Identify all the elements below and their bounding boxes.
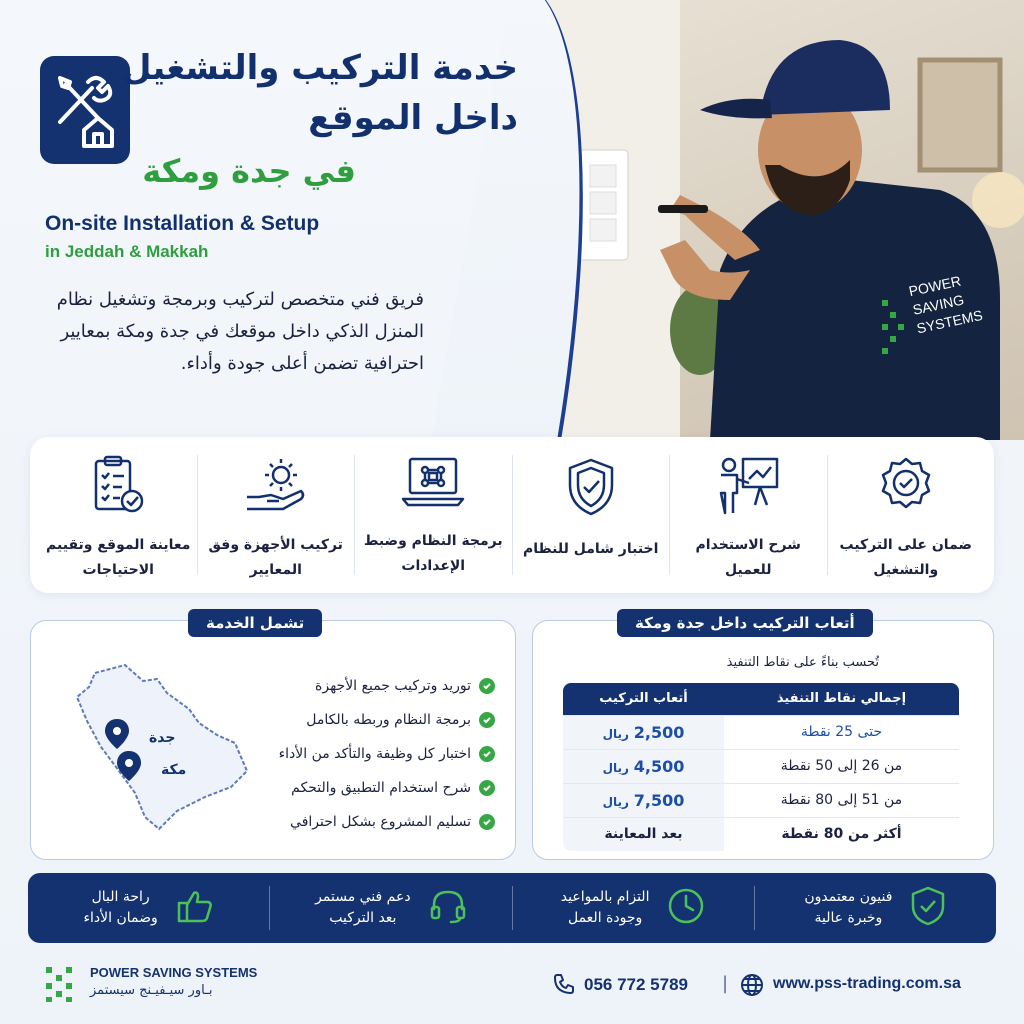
- fees-table: [563, 683, 959, 851]
- benefit-text: [561, 887, 650, 929]
- list-item-text: برمجة النظام وربطه بالكامل: [306, 712, 471, 728]
- website-link[interactable]: www.pss-trading.com.sa: [773, 975, 961, 992]
- list-item: [279, 703, 495, 737]
- benefit-line-1: دعم فني مستمر: [315, 889, 411, 905]
- check-icon: [479, 746, 495, 762]
- list-item: [279, 737, 495, 771]
- tools-house-icon: [40, 56, 130, 164]
- benefit-peace-of-mind: [28, 886, 269, 930]
- fee-cell: بعد المعاينة: [563, 817, 724, 851]
- feature-label: ضمان على التركيب والتشغيل: [839, 537, 972, 578]
- table-row: [563, 749, 959, 783]
- feature-testing: [512, 455, 670, 575]
- benefit-text: [804, 887, 892, 929]
- shirt-brand-text: POWER SAVING SYSTEMS: [907, 272, 985, 337]
- column-header: أتعاب التركيب: [563, 683, 724, 715]
- shield-check-icon: [566, 455, 616, 519]
- subtitle-english: in Jeddah & Makkah: [45, 242, 209, 261]
- feature-inspection: [40, 455, 197, 578]
- saudi-map: [59, 651, 259, 841]
- feature-label: برمجة النظام وضبط الإعدادات: [363, 533, 503, 574]
- points-cell: من 51 إلى 80 نقطة: [724, 783, 959, 817]
- feature-label: معاينة الموقع وتقييم الاحتياجات: [46, 537, 191, 578]
- brand-name-english: POWER SAVING SYSTEMS: [90, 965, 258, 980]
- points-cell: أكثر من 80 نقطة: [724, 817, 959, 851]
- fees-note: تُحسب بناءً على نقاط التنفيذ: [726, 655, 879, 670]
- benefit-line-2: وجودة العمل: [567, 910, 643, 926]
- table-header-row: [563, 683, 959, 715]
- panel-title: تشمل الخدمة: [188, 609, 322, 637]
- headset-icon: [429, 887, 467, 929]
- table-row: [563, 817, 959, 851]
- hero-section: [0, 0, 1024, 440]
- feature-warranty: [827, 455, 985, 578]
- footer: [0, 955, 1024, 1024]
- check-icon: [479, 780, 495, 796]
- feature-label: اختبار شامل للنظام: [523, 541, 659, 557]
- check-icon: [479, 814, 495, 830]
- thumbs-up-icon: [176, 887, 214, 929]
- table-row: [563, 715, 959, 749]
- map-label-makkah: مكة: [161, 762, 187, 778]
- benefit-line-1: راحة البال: [91, 889, 150, 905]
- fee-amount: 4,500: [633, 756, 685, 776]
- title-english: On-site Installation & Setup: [45, 212, 320, 235]
- panel-title: أتعاب التركيب داخل جدة ومكة: [617, 609, 873, 637]
- service-includes-panel: [30, 614, 516, 860]
- list-item-text: توريد وتركيب جميع الأجهزة: [315, 678, 471, 694]
- technician-photo: [520, 0, 1024, 440]
- phone-icon: [553, 973, 575, 999]
- installation-fees-panel: [532, 614, 994, 860]
- fee-cell: [563, 715, 724, 749]
- points-cell: من 26 إلى 50 نقطة: [724, 749, 959, 783]
- phone-number-link[interactable]: 056 772 5789: [584, 975, 688, 994]
- title-line-2: داخل الموقع: [308, 98, 518, 138]
- shield-check-icon: [910, 886, 946, 930]
- brand-logo: [44, 963, 80, 1007]
- footer-separator: |: [722, 973, 729, 994]
- column-header: إجمالي نقاط التنفيذ: [724, 683, 959, 715]
- benefit-line-1: التزام بالمواعيد: [560, 889, 650, 905]
- map-label-jeddah: جدة: [149, 730, 176, 746]
- benefit-support: [269, 886, 511, 930]
- benefit-line-1: فنيون معتمدون: [804, 889, 893, 905]
- clipboard-check-icon: [90, 455, 146, 515]
- list-item-text: شرح استخدام التطبيق والتحكم: [291, 780, 471, 796]
- fee-currency: ريال: [602, 760, 629, 775]
- check-icon: [479, 712, 495, 728]
- feature-label: شرح الاستخدام للعميل: [695, 537, 801, 578]
- brand-name-arabic: بـاور سيـفيـنج سيستمز: [90, 983, 213, 998]
- benefit-certified-technicians: [754, 886, 996, 930]
- fee-cell: [563, 749, 724, 783]
- fee-amount: 2,500: [633, 722, 685, 742]
- feature-label: تركيب الأجهزة وفق المعايير: [208, 537, 343, 578]
- fee-currency: ريال: [602, 794, 629, 809]
- list-item: [279, 805, 495, 839]
- benefit-line-2: بعد التركيب: [329, 910, 397, 926]
- laptop-circuit-icon: [400, 455, 466, 511]
- feature-programming: [354, 455, 512, 575]
- includes-list: [279, 669, 495, 839]
- feature-training: [669, 455, 827, 578]
- award-badge-icon: [878, 455, 934, 515]
- list-item-text: تسليم المشروع بشكل احترافي: [290, 814, 471, 830]
- benefit-line-2: وخبرة عالية: [814, 910, 883, 926]
- features-row: [30, 437, 994, 593]
- feature-installation: [197, 455, 355, 578]
- benefit-text: [315, 887, 410, 929]
- fee-amount: 7,500: [633, 790, 685, 810]
- fee-currency: ريال: [602, 726, 629, 741]
- hero-description: فريق فني متخصص لتركيب وبرمجة وتشغيل نظام المنزل الذكي داخل موقعك في جدة ومكة بمعايير احترافية تضمن أعلى جودة وأداء.: [56, 289, 424, 374]
- check-icon: [479, 678, 495, 694]
- hand-gear-icon: [243, 455, 309, 515]
- list-item-text: اختبار كل وظيفة والتأكد من الأداء: [278, 746, 471, 762]
- points-cell: حتى 25 نقطة: [724, 715, 959, 749]
- title-line-1: خدمة التركيب والتشغيل: [121, 48, 518, 88]
- benefit-line-2: وضمان الأداء: [83, 910, 158, 926]
- presentation-icon: [715, 455, 781, 515]
- benefit-punctuality: [512, 886, 754, 930]
- benefit-text: [83, 887, 157, 929]
- title-line-3: في جدة ومكة: [142, 152, 356, 190]
- globe-icon: [740, 973, 764, 1001]
- fee-cell: [563, 783, 724, 817]
- clock-icon: [667, 887, 705, 929]
- list-item: [279, 669, 495, 703]
- table-row: [563, 783, 959, 817]
- list-item: [279, 771, 495, 805]
- benefits-bar: [28, 873, 996, 943]
